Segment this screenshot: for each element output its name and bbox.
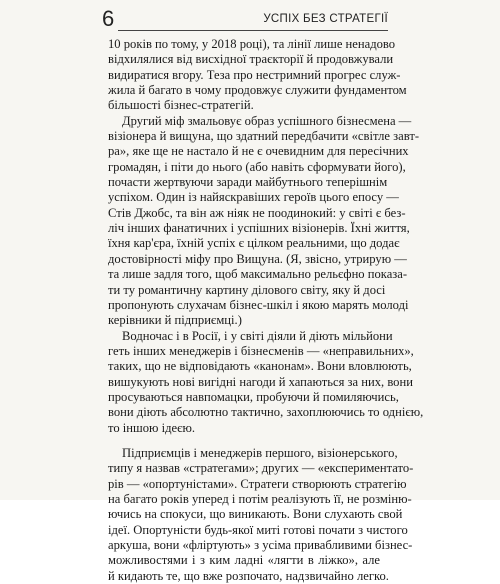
- text-line: ючись на спокуси, що виникають. Вони слухають свой: [108, 507, 403, 522]
- text-line: видиратися вгору. Теза про нестримний прогрес служ-: [108, 67, 401, 82]
- page-number: 6: [102, 6, 115, 31]
- text-line: їхня кар'єра, їхній успіх є цілком реальними, що додає: [108, 236, 400, 251]
- text-line: таких, що не відповідають «канонам». Вони вловлюють,: [108, 359, 412, 374]
- text-line: достовірності міфу про Вищуна. (Я, звісно, утрирую —: [108, 251, 407, 266]
- text-line: можливостями і з ким ладні «лягти в ліжко», але: [108, 553, 380, 568]
- body-text: [108, 37, 424, 584]
- paragraph-spacer: [108, 436, 380, 446]
- text-line: вони діють абсолютно тактично, захоплюючись то однією,: [108, 405, 424, 420]
- paragraph: [108, 328, 424, 436]
- text-line: Підприємців і менеджерів першого, візіонерського,: [122, 445, 398, 460]
- text-line: то іншою ідеєю.: [108, 420, 196, 435]
- text-line: рів — «опортуністами». Стратеги створюють стратегію: [108, 476, 407, 491]
- text-line: на багато років уперед і потім реалізують її, не розміню-: [108, 491, 412, 506]
- running-head: УСПІХ БЕЗ СТРАТЕГІЇ: [263, 13, 388, 25]
- text-line: просуваються навпомацки, пробуючи й помиляючись,: [108, 389, 399, 404]
- paragraph: [108, 37, 407, 114]
- text-line: більшості бізнес-стратегій.: [108, 98, 254, 113]
- text-line: й кидають те, що вже розпочато, надзвичайно легко.: [108, 568, 389, 583]
- text-line: аркуша, вони «фліртують» з усіма привабливими бізнес-: [108, 538, 413, 552]
- text-line: громадян, і піти до нього (або навіть сформувати його),: [108, 159, 406, 174]
- text-line: керівники й підприємці.): [108, 313, 242, 328]
- text-line: Другий міф змальовує образ успішного бізнесмена —: [122, 113, 412, 128]
- text-line: візіонера й вищуна, що здатний передбачити «світле завт-: [108, 129, 420, 144]
- text-line: почасти жертвуючи заради майбутнього теперішнім: [108, 175, 388, 190]
- text-line: типу я назвав «стратегами»; других — «експериментато-: [108, 461, 414, 476]
- text-line: ра», яке ще не настало й не є очевидним для пересічних: [108, 144, 409, 159]
- paragraph: [108, 113, 420, 329]
- page-header: [98, 6, 388, 34]
- text-line: 10 років по тому, у 2018 році), та лінії лише ненадово: [108, 37, 396, 51]
- text-line: вишукують нові вигідні нагоди й хапаються за них, вони: [108, 374, 413, 389]
- header-rule: [118, 30, 388, 31]
- text-line: відхилялися від висхідної траєкторії й продовжували: [108, 52, 394, 67]
- text-line: Стів Джобс, та він аж ніяк не поодинокий: у світі є без-: [108, 205, 406, 220]
- text-line: та лише задля того, щоб максимально рельєфно показа-: [108, 267, 408, 282]
- text-line: жила й багато в чому продовжує служити фундаментом: [108, 83, 407, 98]
- text-line: геть інших менеджерів і бізнесменів — «неправильних»,: [108, 343, 414, 358]
- text-line: Водночас і в Росії, і у світі діяли й діють мільйони: [122, 328, 393, 343]
- paragraph: [108, 445, 414, 584]
- text-line: ти ту романтичну картину ділового світу, яку й досі: [108, 282, 386, 297]
- text-line: ідеї. Опортуністи будь-якої миті готові почати з чистого: [108, 522, 408, 537]
- text-line: пропонують слухачам бізнес-шкіл і якою марять молоді: [108, 297, 409, 312]
- text-line: успіхом. Один із найяскравіших героїв цього епосу —: [108, 190, 399, 205]
- text-line: ліч інших фанатичних і успішних візіонерів. Їхні життя,: [108, 221, 410, 236]
